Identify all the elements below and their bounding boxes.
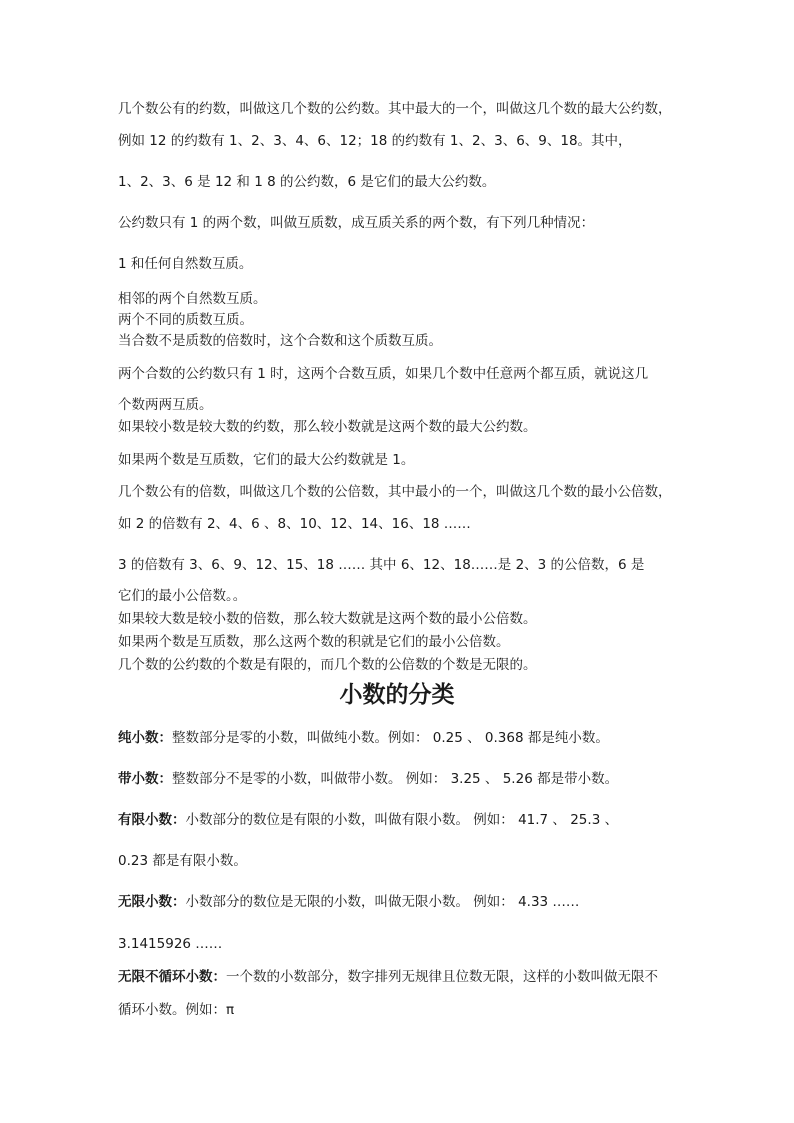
definition-text: 整数部分不是零的小数，叫做带小数。 例如： 3.25 、 5.26 都是带小数。 <box>172 771 619 787</box>
paragraph-line: 1 和任何自然数互质。 <box>118 256 253 272</box>
definition-term: 带小数： <box>118 771 172 787</box>
definition-line <box>118 893 678 911</box>
definition-line <box>118 852 678 870</box>
paragraph-line: 它们的最小公倍数。。 <box>118 588 247 604</box>
paragraph-line: 相邻的两个自然数互质。 <box>118 291 267 307</box>
definition-term: 无限不循环小数： <box>118 969 226 985</box>
paragraph-line: 几个数公有的约数，叫做这几个数的公约数。其中最大的一个，叫做这几个数的最大公约数， <box>118 101 672 117</box>
paragraph-line: 3 的倍数有 3、6、9、12、15、18 …… 其中 6、12、18……是 2、3 的公倍数，6 是 <box>118 557 645 573</box>
paragraph-line: 如果两个数是互质数，那么这两个数的积就是它们的最小公倍数。 <box>118 634 510 650</box>
definition-line <box>118 935 678 953</box>
definition-text: 循环小数。例如：π <box>118 1002 235 1018</box>
paragraph-line: 1、2、3、6 是 12 和 1 8 的公约数，6 是它们的最大公约数。 <box>118 174 496 190</box>
paragraph-line: 如果较大数是较小数的倍数，那么较大数就是这两个数的最小公倍数。 <box>118 611 537 627</box>
definition-term: 有限小数： <box>118 812 186 828</box>
paragraph-line: 两个合数的公约数只有 1 时，这两个合数互质，如果几个数中任意两个都互质，就说这几 <box>118 366 649 382</box>
definition-line <box>118 729 678 747</box>
definition-term: 纯小数： <box>118 730 172 746</box>
paragraph-line: 个数两两互质。 <box>118 397 213 413</box>
section-title: 小数的分类 <box>339 682 455 708</box>
paragraph-line: 当合数不是质数的倍数时，这个合数和这个质数互质。 <box>118 333 442 349</box>
definition-line <box>118 811 678 829</box>
paragraph-line: 如果两个数是互质数，它们的最大公约数就是 1。 <box>118 452 415 468</box>
paragraph-line: 如果较小数是较大数的约数，那么较小数就是这两个数的最大公约数。 <box>118 419 537 435</box>
definition-text: 0.23 都是有限小数。 <box>118 853 247 869</box>
definition-text: 一个数的小数部分，数字排列无规律且位数无限，这样的小数叫做无限不 <box>226 969 658 985</box>
definition-text: 3.1415926 …… <box>118 936 223 952</box>
paragraph-line: 公约数只有 1 的两个数，叫做互质数，成互质关系的两个数，有下列几种情况： <box>118 215 595 231</box>
definition-text: 小数部分的数位是有限的小数，叫做有限小数。 例如： 41.7 、 25.3 、 <box>185 812 619 828</box>
paragraph-line: 两个不同的质数互质。 <box>118 312 253 328</box>
definition-text: 小数部分的数位是无限的小数，叫做无限小数。 例如： 4.33 …… <box>185 894 580 910</box>
definition-line <box>118 968 678 986</box>
definition-line <box>118 1001 678 1019</box>
paragraph-line: 例如 12 的约数有 1、2、3、4、6、12；18 的约数有 1、2、3、6、9、18。其中， <box>118 133 632 149</box>
paragraph-line: 几个数公有的倍数，叫做这几个数的公倍数，其中最小的一个，叫做这几个数的最小公倍数， <box>118 484 672 500</box>
definition-term: 无限小数： <box>118 894 186 910</box>
definition-line <box>118 770 678 788</box>
paragraph-line: 如 2 的倍数有 2、4、6 、8、10、12、14、16、18 …… <box>118 516 471 532</box>
paragraph-line: 几个数的公约数的个数是有限的，而几个数的公倍数的个数是无限的。 <box>118 657 537 673</box>
definition-text: 整数部分是零的小数，叫做纯小数。例如： 0.25 、 0.368 都是纯小数。 <box>172 730 609 746</box>
